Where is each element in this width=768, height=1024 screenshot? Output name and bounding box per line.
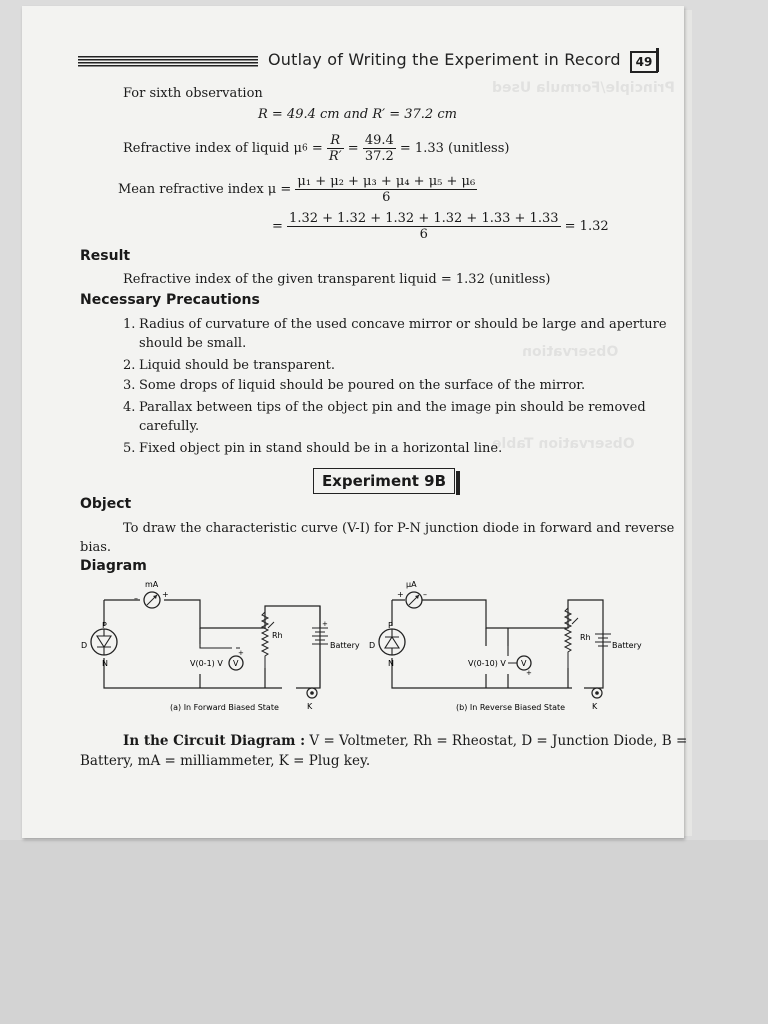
reverse-caption: (b) In Reverse Biased State [456,703,566,712]
mean-label: Mean refractive index μ [118,182,277,197]
precaution-number: 3. [123,378,136,393]
circuit-legend-lead: In the Circuit Diagram : [123,733,306,749]
fraction-numerator: R [327,133,344,149]
object-text: To draw the characteristic curve (V-I) for P-N junction diode in forward and reverse [123,521,675,536]
running-header: Outlay of Writing the Experiment in Record [268,50,621,69]
mean-equals: = [280,182,292,197]
page-number-bar [656,48,659,72]
plug-key-icon [592,688,602,698]
precaution-number: 1. [123,317,136,332]
sixth-observation-heading: For sixth observation [123,86,263,101]
page-edge [684,10,692,836]
result-heading: Result [80,248,131,264]
precaution-number: 5. [123,441,136,456]
ri-label: Refractive index of liquid μ [123,141,302,156]
diode-p-label: P [102,621,107,630]
fraction-numerator: 1.32 + 1.32 + 1.32 + 1.32 + 1.33 + 1.33 [289,211,559,226]
page-number: 49 [630,51,658,73]
ri-result: = 1.33 (unitless) [399,141,510,156]
rheostat-icon [565,600,578,668]
precaution-number: 4. [123,400,136,415]
book-page [22,6,688,838]
precaution-text: Some drops of liquid should be poured on the surface of the mirror. [139,378,586,393]
diode-d-label: D [81,641,88,650]
meter-plus: + [162,590,169,599]
fraction-mu-sum [295,174,477,205]
voltmeter-label: V(0-10) V [468,659,506,668]
diode-d-label: D [369,641,376,650]
result-text: Refractive index of the given transparent liquid = 1.32 (unitless) [123,272,551,287]
refractive-index-equation [123,133,509,167]
ri-equals-2: = [347,141,359,156]
diode-p-label: P [388,621,393,630]
mean-result: = 1.32 [564,219,609,234]
object-heading: Object [80,496,132,512]
voltmeter-icon [508,646,531,670]
bleed-through-text: Observation Table [492,436,635,452]
precaution-text: Radius of curvature of the used concave mirror or should be large and aperture [139,317,667,332]
meter-label: mA [145,580,159,589]
fraction-denominator: 6 [419,227,428,242]
meter-plus: + [397,590,404,599]
precaution-text: Fixed object pin in stand should be in a horizontal line. [139,441,503,456]
forward-wires [104,600,320,688]
forward-bias-circuit [72,576,362,716]
mean-refractive-index-equation [118,174,477,208]
fraction-denominator: 6 [382,190,391,205]
rheostat-label: Rh [272,631,283,640]
header-rule [78,56,258,68]
reverse-bias-circuit [360,576,660,716]
precaution-text: Parallax between tips of the object pin and the image pin should be removed [139,400,646,415]
battery-plus: + [322,620,328,628]
voltmeter-v: V [233,659,239,668]
mean-values-equals: = [272,219,283,234]
fraction-numerator: 49.4 [364,133,394,148]
ri-equals-1: = [311,141,323,156]
fraction-numerator: μ₁ + μ₂ + μ₃ + μ₄ + μ₅ + μ₆ [297,174,476,189]
fraction-r [327,133,344,164]
plug-key-label: K [307,702,313,711]
battery-label: Battery [612,641,642,650]
sixth-observation-values: R = 49.4 cm and R′ = 37.2 cm [258,107,457,122]
precautions-heading: Necessary Precautions [80,292,260,308]
fraction-values [363,133,396,164]
fraction-values-sum [287,211,560,242]
ri-subscript: 6 [301,143,308,154]
bleed-through-text: Principle/Formula Used [492,80,675,96]
microammeter-icon [406,592,422,608]
milliammeter-icon [144,592,160,608]
plug-key-icon [307,688,317,698]
precaution-text-continued: should be small. [139,336,247,351]
circuit-legend-text: V = Voltmeter, Rh = Rheostat, D = Junction Diode, B = [305,733,688,749]
battery-label: Battery [330,641,360,650]
fraction-denominator: 37.2 [364,149,394,164]
diode-n-label: N [102,659,108,668]
meter-label: μA [406,580,417,589]
meter-minus: – [423,590,427,599]
object-text-continued: bias. [80,540,112,555]
diode-n-label: N [388,659,394,668]
precaution-text: Liquid should be transparent. [139,358,336,373]
precaution-number: 2. [123,358,136,373]
voltmeter-plus: + [526,669,532,677]
experiment-title: Experiment 9B [313,468,455,494]
circuit-legend [123,733,687,749]
diode-icon [91,629,117,655]
diode-icon [379,629,405,655]
voltmeter-v: V [521,659,527,668]
forward-caption: (a) In Forward Biased State [170,703,279,712]
plug-key-label: K [592,702,598,711]
voltmeter-label: V(0-1) V [190,659,223,668]
diagram-heading: Diagram [80,558,147,574]
voltmeter-plus: + [238,649,244,657]
precaution-text-continued: carefully. [139,419,200,434]
rheostat-label: Rh [580,633,591,642]
meter-minus: – [134,594,138,603]
scan-background [0,840,768,1024]
mean-values-equation [272,211,609,245]
fraction-denominator: R′ [328,149,342,164]
bleed-through-text: Observation [522,344,619,360]
circuit-legend-continued: Battery, mA = milliammeter, K = Plug key. [80,753,371,769]
